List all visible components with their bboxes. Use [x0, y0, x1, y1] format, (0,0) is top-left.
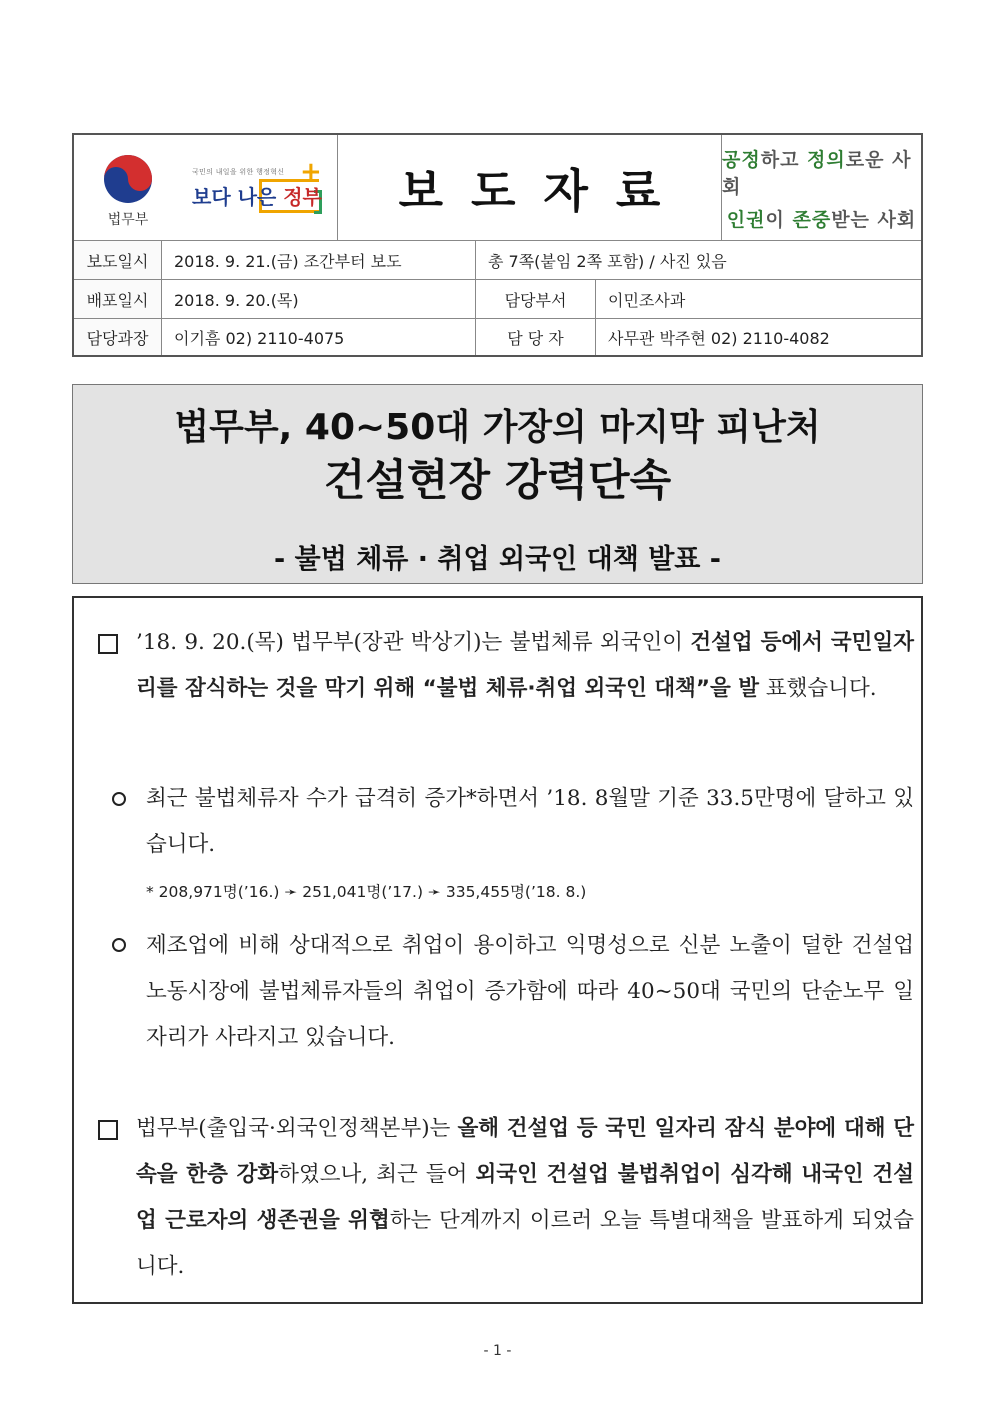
slogan-word: 정의 [807, 148, 846, 171]
paragraph-1 [136, 620, 914, 712]
page-number: - 1 - [483, 1343, 512, 1359]
slogan-line-2 [727, 205, 916, 232]
paragraph-4 [136, 1106, 914, 1290]
statistics-note: * 208,971명(’16.) ➛ 251,041명(’17.) ➛ 335,455명(’18. 8.) [146, 883, 587, 901]
gov-logo-a: 보다 나은 [192, 185, 284, 209]
p4-text-bold-1: 올해 건설업 등 국민 일자리 잠식 분야에 대해 단속을 한층 강화 [136, 1116, 914, 1187]
bullet-circle-icon [112, 938, 126, 952]
press-header-table [72, 133, 923, 357]
headline-line-1: 법무부, 40~50대 가장의 마지막 피난처 [174, 407, 821, 448]
checkbox-square-icon [98, 634, 118, 654]
contact-person-value: 사무관 박주현 02) 2110-4082 [608, 328, 830, 348]
slogan-word: 받는 사회 [831, 208, 917, 231]
headline-subtitle: - 불법 체류 · 취업 외국인 대책 발표 - [274, 544, 721, 575]
logo-cell [74, 135, 338, 241]
release-date-row [74, 241, 921, 280]
slogan-word: 로운 사회 [722, 148, 912, 198]
slogan-word: 인권 [726, 208, 766, 231]
body-box [72, 596, 923, 1304]
director-label: 담당과장 [74, 319, 162, 355]
director-value: 이기흠 02) 2110-4075 [162, 319, 476, 355]
paragraph-3: 제조업에 비해 상대적으로 취업이 용이하고 익명성으로 신분 노출이 덜한 건설업 노동시장에 불법체류자들의 취업이 증가함에 따라 40~50대 국민의 단순노무 일자리가 사라지고 있습니다. [146, 933, 914, 1050]
p1-text-a: ’18. 9. 20.(목) 법무부(장관 박상기)는 불법체류 외국인이 [136, 630, 691, 655]
distribution-date-label: 배포일시 [74, 280, 162, 318]
slogan-line-1 [722, 145, 921, 199]
headline-box [72, 384, 923, 584]
p4-text-e: 하는 단계까지 이르러 오늘 특별대책을 발표하게 되었습니다. [136, 1208, 914, 1279]
p4-text-a: 법무부(출입국·외국인정책본부)는 [136, 1116, 458, 1141]
page-count-info: 총 7쪽(붙임 2쪽 포함) / 사진 있음 [488, 251, 727, 271]
p4-text-c: 하였으나, 최근 들어 [278, 1162, 476, 1187]
department-value: 이민조사과 [608, 290, 686, 310]
ministry-label: 법무부 [107, 212, 149, 228]
taegeuk-emblem-icon [102, 153, 154, 205]
p4-text-bold-2: 외국인 건설업 불법취업이 심각해 내국인 건설업 근로자의 생존권을 위협 [136, 1162, 914, 1233]
slogan-word: 하고 [760, 148, 808, 171]
checkbox-square-icon [98, 1120, 118, 1140]
distribution-row [74, 280, 921, 319]
slogan-word: 존중 [792, 208, 832, 231]
contact-row [74, 319, 921, 355]
doc-type-cell [338, 135, 722, 241]
headline-line-2: 건설현장 강력단속 [323, 456, 672, 506]
gov-plus-icon: + [300, 157, 322, 187]
release-date-value: 2018. 9. 21.(금) 조간부터 보도 [162, 241, 476, 279]
contact-person-label: 담 당 자 [476, 319, 596, 355]
gov-slogan-small: 국민의 내일을 위한 행정혁신 [192, 168, 285, 176]
department-label: 담당부서 [476, 280, 596, 318]
p1-text-c: 표했습니다. [765, 676, 877, 701]
slogan-word: 공정 [722, 148, 761, 171]
slogan-cell [722, 135, 921, 241]
gov-logo-b: 정부 [283, 185, 322, 209]
header-top-row [74, 135, 921, 241]
doc-type-title: 보도자료 [398, 164, 689, 218]
slogan-word: 이 [765, 208, 793, 231]
paragraph-2: 최근 불법체류자 수가 급격히 증가*하면서 ’18. 8월말 기준 33.5만명에 달하고 있습니다. [146, 786, 914, 857]
distribution-date-value: 2018. 9. 20.(목) [162, 280, 476, 318]
p1-text-bold: 건설업 등에서 국민일자리를 잠식하는 것을 막기 위해 “불법 체류·취업 외국인 대책”을 발 [136, 630, 914, 701]
bullet-circle-icon [112, 792, 126, 806]
gov-logo-text [192, 181, 322, 210]
release-date-label: 보도일시 [74, 241, 162, 279]
